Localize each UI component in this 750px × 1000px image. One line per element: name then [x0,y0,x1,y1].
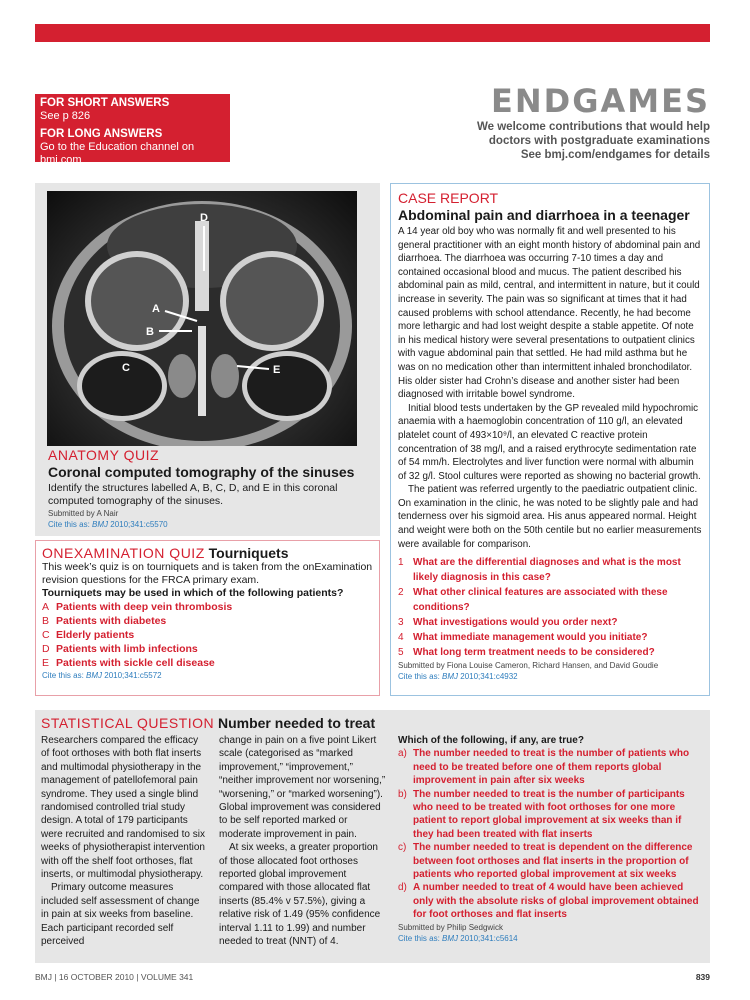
ct-scan-drawing [47,191,357,446]
endgames-link[interactable]: See bmj.com/endgames for details [520,149,710,161]
anatomy-citation[interactable]: Cite this as: BMJ 2010;341:c5570 [48,520,168,529]
case-section-label: CASE REPORT [398,190,499,206]
page-footer [35,972,710,982]
anatomy-section-label: ANATOMY QUIZ [48,447,160,463]
statistical-question-panel [35,710,710,963]
case-paragraph-2: Initial blood tests undertaken by the GP revealed mild hypochromic anaemia with a haemoglobin concentration of 110 g/l, an elevated platelet count of 493×10⁹/l, an elevated C reactive protein concentration of 38 mg/l, and a raised erythrocyte sedimentation rate of 54 mm/h. Electrolytes and liver function were normal with albumin of 32 g/l. Stool cultures were reported as showing no bacterial growth. [398,402,701,482]
anatomy-submitted: Submitted by A Nair [48,509,119,518]
case-paragraph-1: A 14 year old boy who was normally fit and well presented to his general practitioner with an eight month history of abdominal pain and diarrhoea. The diarrhoea was occurring 7-10 times a day and contained occasional blood and mucus. The patient described his abdominal pain as mild, central, and intermittent in nature, but it could increase in severity. The pain was so significant at times that it had caused problems with school attendance. Recently, he had become more lethargic and had lost weight despite a stable appetite. Of note in his medical history were several presentations to outpatient clinics with vague abdominal pain that settled. He had mild asthma but he was on no medication other than intermittent inhaled bronchodilator. His older sister had Crohn’s disease and another sister had been diagnosed with irritable bowel syndrome. [398,226,701,401]
endgames-line-1: We welcome contributions that would help [477,121,710,133]
case-citation[interactable]: Cite this as: BMJ 2010;341:c4932 [398,672,518,682]
long-answers-title: FOR LONG ANSWERS [40,128,163,140]
onexam-option: B Patients with diabetes [42,615,167,627]
onexam-option: E Patients with sickle cell disease [42,657,215,669]
case-paragraph-3: The patient was referred urgently to the paediatric outpatient clinic. On examination in the clinic, he was noted to be slightly pale and had tenderness over his sigmoid area. His anus appeared normal. Height and weight were both on the 50th centile but no earlier measurements were available for comparison. [398,484,702,550]
label-a: A [152,303,160,315]
top-banner-bar [35,24,710,42]
anatomy-quiz-panel [35,183,380,536]
endgames-header [477,82,710,162]
label-d: D [200,212,208,224]
label-b: B [146,326,154,338]
page-number: 839 [695,972,710,982]
case-question: 4 What immediate management would you initiate? [398,632,648,644]
stat-submitted: Submitted by Philip Sedgwick [398,922,503,932]
anatomy-title: Coronal computed tomography of the sinuses [48,464,355,480]
case-report-panel [390,183,710,696]
anatomy-quiz-text [48,447,358,530]
stat-citation[interactable]: Cite this as: BMJ 2010;341:c5614 [398,933,518,943]
endgames-title: ENDGAMES [491,82,710,120]
label-c: C [122,362,130,374]
onexam-body: This week’s quiz is on tourniquets and is taken from the onExamination revision questions for the FRCA primary exam. [42,561,373,586]
label-e: E [273,364,281,376]
endgames-line-2: doctors with postgraduate examinations [488,135,710,147]
stat-answer: b) The number needed to treat is the number of participants who need to be treated with foot orthoses for one more patient to report global improvement at six weeks than if they had been treated with flat inserts [398,788,685,840]
stat-c2-paragraph-2: At six weeks, a greater proportion of those allocated foot orthoses reported global improvement compared with those allocated flat inserts (85.4% v 57.5%), giving a relative risk of 1.49 (95% confidence interval 1.11 to 1.99) and number needed to treat (NNT) of 4. [219,842,381,948]
onexam-options [42,600,373,670]
case-question: 3 What investigations would you order next? [398,617,618,629]
case-question: 1 What are the differential diagnoses and what is the most likely diagnosis in this case? [398,557,681,584]
answers-box [35,94,230,166]
stat-answer: a) The number needed to treat is the number of patients who need to be treated before one of them reports global improvement in pain after six weeks [398,748,690,787]
footer-issue: BMJ | 16 OCTOBER 2010 | VOLUME 341 [35,972,194,982]
case-question: 2 What other clinical features are associated with these conditions? [398,587,668,614]
case-title: Abdominal pain and diarrhoea in a teenager [398,207,690,223]
anatomy-body: Identify the structures labelled A, B, C, D, and E in this coronal computed tomography of the sinuses. [48,482,338,507]
stat-column-1 [41,734,211,949]
short-answers-text: See p 826 [40,110,91,122]
onexam-question: Tourniquets may be used in which of the following patients? [42,587,344,599]
short-answers-title: FOR SHORT ANSWERS [40,97,170,109]
stat-answer: c) The number needed to treat is dependent on the difference between foot orthoses and flat inserts in the proportion of patients who reported global improvement at six weeks [398,842,693,881]
long-answers-link[interactable]: Go to the Education channel on bmj.com [40,141,195,166]
case-questions [398,555,702,660]
stat-heading: STATISTICAL QUESTION Number needed to treat [41,715,376,731]
case-submitted: Submitted by Fiona Louise Cameron, Richard Hansen, and David Goudie [398,661,659,671]
onexamination-quiz-panel [35,540,380,696]
onexam-option: C Elderly patients [42,629,135,641]
case-question: 5 What long term treatment needs to be considered? [398,647,655,659]
stat-answer: d) A number needed to treat of 4 would have been achieved only with the absolute risks of global improvement obtained for foot orthoses and flat inserts [398,882,699,921]
onexam-heading: ONEXAMINATION QUIZ Tourniquets [42,545,289,561]
onexam-option: A Patients with deep vein thrombosis [42,601,233,613]
ct-scan-image [47,191,357,446]
stat-question: Which of the following, if any, are true? [398,735,584,746]
stat-c1-paragraph-1: Researchers compared the efficacy of foot orthoses with both flat inserts and multimodal physiotherapy in the management of patellofemoral pain syndrome. They used a single blind randomised controlled trial study design. A total of 179 participants were recruited and randomised to six weeks of physiotherapist intervention with off the shelf foot orthoses, flat inserts, or multimodal physiotherapy. [41,735,205,881]
stat-c1-paragraph-2: Primary outcome measures included self assessment of change in pain at six weeks from baseline. Each participant recorded self perceived [41,882,200,948]
onexam-citation[interactable]: Cite this as: BMJ 2010;341:c5572 [42,671,162,680]
stat-c2-paragraph-1: change in pain on a five point Likert scale (categorised as “marked improvement,” “improvement,” “neither improvement nor worsening,” “worsening,” or “marked worsening”). Global improvement was considered to be self reported marked or moderate improvement in pain. [219,735,386,840]
stat-column-3 [386,734,701,949]
stat-column-2 [211,734,386,949]
onexam-option: D Patients with limb infections [42,643,198,655]
